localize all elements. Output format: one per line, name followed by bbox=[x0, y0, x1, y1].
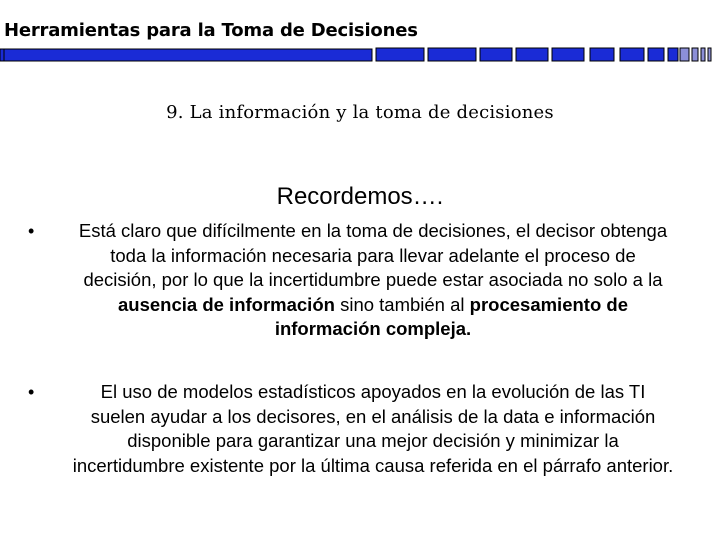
bullet-1-bold-1: ausencia de información bbox=[118, 293, 335, 315]
bullet-item-1 bbox=[72, 219, 674, 342]
bullet-marker: • bbox=[28, 382, 35, 402]
bullet-1-text-2: sino también al bbox=[334, 293, 470, 315]
header-title: Herramientas para la Toma de Decisiones bbox=[4, 20, 418, 41]
slide-heading: Recordemos…. bbox=[276, 183, 444, 210]
slide-subtitle: 9. La información y la toma de decisiones bbox=[166, 102, 554, 123]
bullet-1-text-1: Está claro que difícilmente en la toma de decisiones, el decisor obtenga toda la información necesaria para llevar adelante el proceso de decisión, por lo que la incertidumbre puede estar asociada no solo a la bbox=[78, 220, 668, 290]
bullet-marker: • bbox=[28, 221, 35, 241]
bullet-1-bold-2: procesamiento de información compleja. bbox=[274, 293, 628, 339]
bullet-item-2: El uso de modelos estadísticos apoyados en la evolución de las TI suelen ayudar a los decisores, en el análisis de la data e información disponible para garantizar una mejor decisión y minimizar la incertidumbre existente por la última causa referida en el párrafo anterior. bbox=[72, 381, 674, 476]
header-decorative-bar bbox=[0, 44, 720, 66]
